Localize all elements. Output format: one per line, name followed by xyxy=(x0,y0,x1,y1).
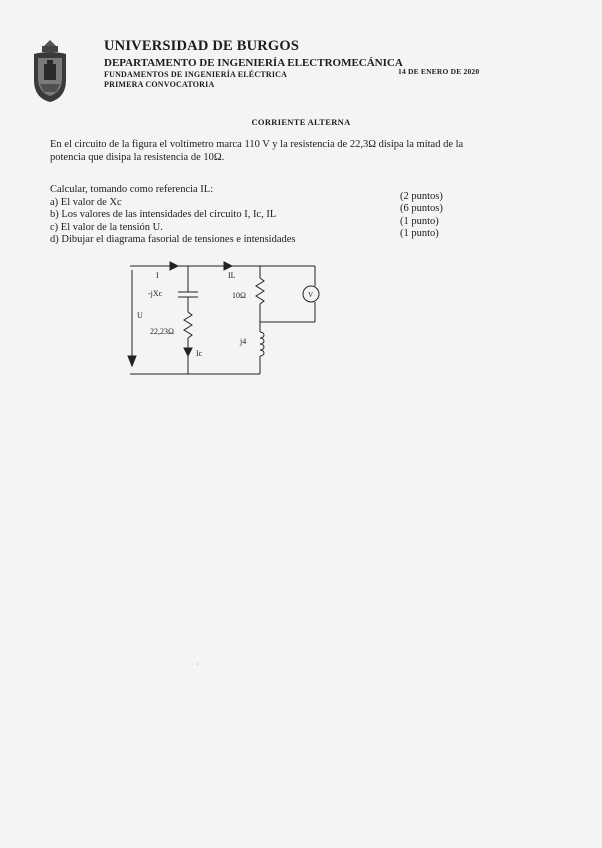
question-list xyxy=(50,184,470,247)
university-name: UNIVERSIDAD DE BURGOS xyxy=(104,38,300,54)
voltage-arrowhead xyxy=(128,356,136,366)
statement-line: En el circuito de la figura el voltímetro marca 110 V y la resistencia de 22,3Ω disipa la mitad de la xyxy=(50,139,464,150)
inductor-coil xyxy=(260,332,264,356)
label-current-ic: Ic xyxy=(196,349,203,358)
label-current-i: I xyxy=(156,271,159,280)
circuit-diagram xyxy=(120,256,320,378)
label-r22: 22,23Ω xyxy=(150,327,174,336)
question-item xyxy=(50,228,470,247)
question-text: c) El valor de la tensión U. xyxy=(50,221,163,233)
question-text: b) Los valores de las intensidades del circuito I, Ic, IL xyxy=(50,209,277,220)
question-points: (6 puntos) xyxy=(400,203,443,214)
resistor-10 xyxy=(256,278,264,304)
question-text: a) El valor de Xc xyxy=(50,196,122,208)
problem-statement xyxy=(50,138,520,164)
label-voltmeter: V xyxy=(308,291,314,299)
label-inductor: j4 xyxy=(240,337,247,346)
current-arrow-ic xyxy=(184,348,192,356)
university-crest-icon xyxy=(30,40,70,104)
subject-name: FUNDAMENTOS DE INGENIERÍA ELÉCTRICA xyxy=(104,70,288,79)
statement-line: potencia que disipa la resistencia de 10Ω. xyxy=(50,152,225,163)
resistor-22 xyxy=(184,312,192,338)
label-current-il: IL xyxy=(228,271,236,280)
question-text: d) Dibujar el diagrama fasorial de tensiones e intensidades xyxy=(50,234,296,245)
department-name: DEPARTAMENTO DE INGENIERÍA ELECTROMECÁNICA xyxy=(104,57,403,69)
question-points: (1 punto) xyxy=(400,228,439,239)
label-xc: -jXc xyxy=(148,289,163,298)
exam-header xyxy=(104,38,504,90)
stray-mark: · xyxy=(196,660,199,669)
question-points: (1 punto) xyxy=(400,215,439,227)
section-title: CORRIENTE ALTERNA xyxy=(251,117,351,127)
statement-reference: Calcular, tomando como referencia IL: xyxy=(50,184,214,195)
exam-date: 14 DE ENERO DE 2020 xyxy=(398,67,480,76)
exam-session: PRIMERA CONVOCATORIA xyxy=(104,80,215,89)
current-arrow-i xyxy=(170,262,178,270)
question-points: (2 puntos) xyxy=(400,190,443,202)
current-arrow-il xyxy=(224,262,232,270)
label-voltage-u: U xyxy=(137,311,143,320)
label-r10: 10Ω xyxy=(232,291,246,300)
